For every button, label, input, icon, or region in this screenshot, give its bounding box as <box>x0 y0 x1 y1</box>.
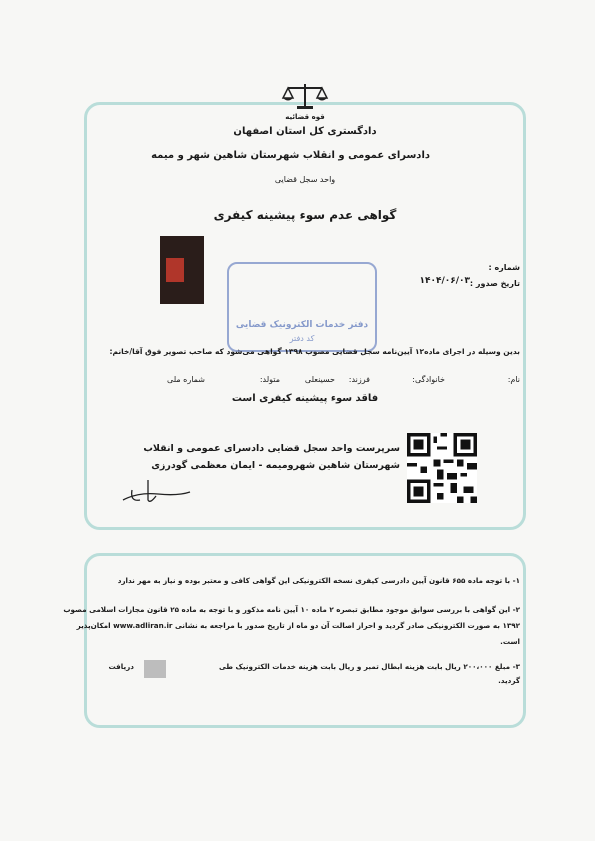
signatory-line-2: شهرستان شاهین شهرومیمه - ایمان معظمی گودرزی <box>151 460 400 471</box>
stamp-line-1: دفتر خدمات الکترونیک قضایی <box>235 320 369 330</box>
signatory-line-1: سرپرست واحد سجل قضایی دادسرای عمومی و انقلاب <box>143 443 400 454</box>
stamp-line-2: کد دفتر <box>289 334 315 343</box>
note-3-received: دریافت <box>108 662 134 671</box>
unit-label: واحد سجل قضایی <box>274 175 336 184</box>
note-3a: ۳- مبلغ ۲۰۰،۰۰۰ ریال بابت هزینه ابطال تمبر و ریال بابت هزینه خدمات الکترونیک طی <box>219 662 520 671</box>
number-label: شماره : <box>488 263 520 272</box>
court-title-2: دادسرای عمومی و انقلاب شهرستان شاهین شهر و میمه <box>151 150 430 161</box>
emblem-text: قوه قضائیه <box>285 113 325 121</box>
court-title-1: دادگستری کل استان اصفهان <box>233 126 377 137</box>
date-label: تاریخ صدور : <box>469 279 520 288</box>
name-label: نام: <box>507 375 520 384</box>
certificate-intro: بدین وسیله در اجرای ماده۱۲ آیین‌نامه سجل قضایی مصوب ۱۳۹۸ گواهی می‌شود که صاحب تصویر فوق آقا/خانم: <box>109 347 520 356</box>
note-2b: ۱۳۹۲ به صورت الکترونیکی صادر گردید و احراز اصالت آن دو ماه از تاریخ صدور با مراجعه به نشانی www.adliran.ir امکان‌پذیر <box>76 621 520 630</box>
handwritten-signature <box>118 470 198 510</box>
note-1: ۱- با توجه ماده ۶۵۵ قانون آیین دادرسی کیفری نسخه الکترونیکی این گواهی کافی و معتبر بوده و نیاز به مهر ندارد <box>117 576 520 585</box>
issue-date: ۱۴۰۴/۰۶/۰۳ <box>419 276 470 286</box>
amount-redacted <box>144 660 166 678</box>
national-id-label: شماره ملی <box>167 375 205 384</box>
note-2a: ۲- این گواهی با بررسی سوابق موجود مطابق تبصره ۲ ماده ۱۰ آیین نامه مذکور و با توجه به ماده ۲۵ قانون مجازات اسلامی مصوب <box>63 605 520 614</box>
birth-label: متولد: <box>259 375 280 384</box>
father-value: حسینعلی <box>304 375 335 384</box>
photo-redacted-highlight <box>166 258 184 282</box>
note-3b: گردید. <box>498 676 520 685</box>
qr-code <box>407 433 477 503</box>
family-label: خانوادگی: <box>412 375 445 384</box>
certificate-result: فاقد سوء پیشینه کیفری است <box>231 393 379 404</box>
certificate-title: گواهی عدم سوء پیشینه کیفری <box>213 208 397 222</box>
note-2c: است. <box>500 637 520 646</box>
office-stamp <box>227 262 377 352</box>
father-label: فرزند: <box>348 375 370 384</box>
judiciary-scales-icon <box>280 80 330 116</box>
